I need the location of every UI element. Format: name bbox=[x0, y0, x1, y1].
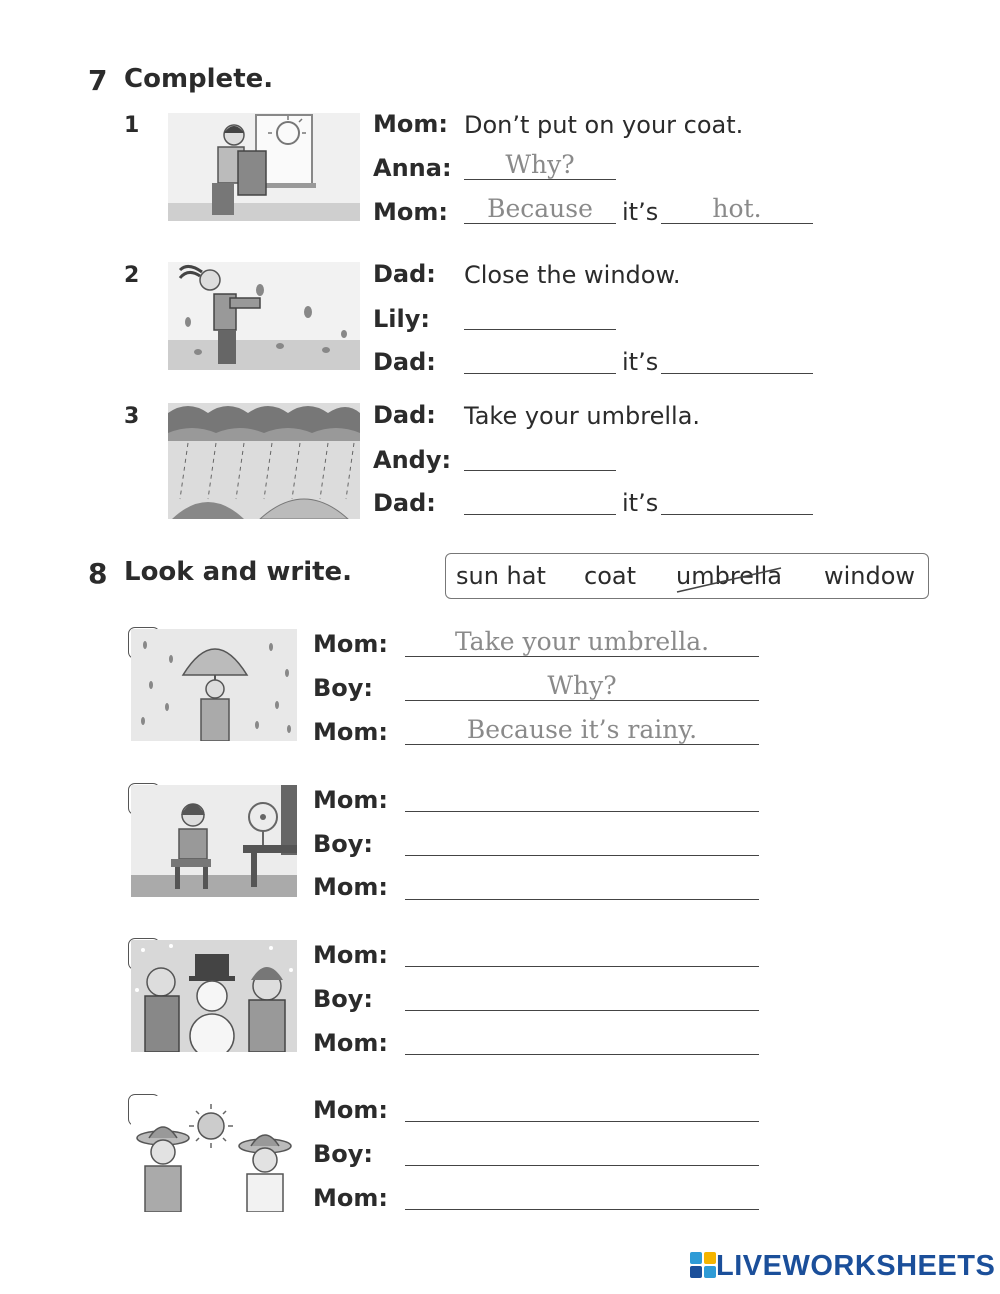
speaker-label: Boy: bbox=[313, 830, 374, 858]
logo-text: LIVEWORKSHEETS bbox=[716, 1250, 996, 1282]
answer-blank[interactable] bbox=[464, 300, 616, 330]
speaker-label: Dad: bbox=[373, 348, 436, 376]
strikethrough-mark bbox=[675, 566, 785, 596]
girl-holding-coat-sunny-window-icon bbox=[168, 113, 360, 221]
speaker-label: Mom: bbox=[373, 198, 448, 226]
answer-line[interactable] bbox=[405, 1025, 759, 1055]
word-bank-item: umbrella bbox=[676, 562, 782, 590]
answer-line[interactable] bbox=[405, 870, 759, 900]
speaker-label: Mom: bbox=[313, 941, 388, 969]
exercise-7-title: Complete. bbox=[124, 64, 274, 94]
answer-blank[interactable] bbox=[464, 344, 616, 374]
dialogue-text: Close the window. bbox=[464, 261, 681, 289]
ex7-item-number: 2 bbox=[124, 263, 140, 288]
speaker-label: Mom: bbox=[313, 786, 388, 814]
answer-blank[interactable]: Why? bbox=[464, 150, 616, 180]
girl-fan-window-icon bbox=[131, 785, 297, 897]
dialogue-text: it’s bbox=[622, 348, 659, 376]
speaker-label: Mom: bbox=[373, 110, 448, 138]
speaker-label: Lily: bbox=[373, 305, 430, 333]
speaker-label: Dad: bbox=[373, 489, 436, 517]
kids-sun-hats-icon bbox=[131, 1096, 297, 1212]
answer-line[interactable]: Because it’s rainy. bbox=[405, 715, 759, 745]
answer-line[interactable] bbox=[405, 782, 759, 812]
exercise-8-number: 8 bbox=[88, 557, 108, 590]
speaker-label: Mom: bbox=[313, 718, 388, 746]
speaker-label: Dad: bbox=[373, 401, 436, 429]
answer-blank[interactable]: Because bbox=[464, 194, 616, 224]
kids-snowman-icon bbox=[131, 940, 297, 1052]
answer-blank[interactable] bbox=[464, 441, 616, 471]
dialogue-text: Don’t put on your coat. bbox=[464, 111, 744, 139]
answer-line[interactable]: Why? bbox=[405, 671, 759, 701]
answer-blank[interactable] bbox=[464, 485, 616, 515]
answer-line[interactable] bbox=[405, 826, 759, 856]
exercise-8-title: Look and write. bbox=[124, 557, 353, 587]
speaker-label: Dad: bbox=[373, 260, 436, 288]
speaker-label: Mom: bbox=[313, 873, 388, 901]
dialogue-text: Take your umbrella. bbox=[464, 402, 701, 430]
answer-line[interactable] bbox=[405, 1092, 759, 1122]
exercise-7-number: 7 bbox=[88, 64, 108, 97]
speaker-label: Boy: bbox=[313, 674, 374, 702]
ex7-item-number: 1 bbox=[124, 113, 140, 138]
dialogue-text: it’s bbox=[622, 489, 659, 517]
speaker-label: Boy: bbox=[313, 1140, 374, 1168]
ex7-item-number: 3 bbox=[124, 404, 140, 429]
answer-line[interactable]: Take your umbrella. bbox=[405, 627, 759, 657]
word-bank-item: window bbox=[824, 562, 916, 590]
word-bank-item: sun hat bbox=[456, 562, 546, 590]
speaker-label: Anna: bbox=[373, 154, 452, 182]
answer-line[interactable] bbox=[405, 981, 759, 1011]
speaker-label: Mom: bbox=[313, 630, 388, 658]
word-bank-item: coat bbox=[584, 562, 636, 590]
girl-in-wind-leaves-icon bbox=[168, 262, 360, 370]
answer-blank[interactable] bbox=[661, 344, 813, 374]
liveworksheets-logo bbox=[690, 1250, 995, 1290]
answer-blank[interactable]: hot. bbox=[661, 194, 813, 224]
answer-line[interactable] bbox=[405, 1180, 759, 1210]
answer-line[interactable] bbox=[405, 937, 759, 967]
answer-blank[interactable] bbox=[661, 485, 813, 515]
speaker-label: Mom: bbox=[313, 1184, 388, 1212]
answer-line[interactable] bbox=[405, 1136, 759, 1166]
logo-grid-icon bbox=[690, 1252, 716, 1278]
speaker-label: Boy: bbox=[313, 985, 374, 1013]
speaker-label: Mom: bbox=[313, 1096, 388, 1124]
child-umbrella-rain-icon bbox=[131, 629, 297, 741]
speaker-label: Andy: bbox=[373, 446, 452, 474]
rain-clouds-umbrellas-icon bbox=[168, 403, 360, 519]
speaker-label: Mom: bbox=[313, 1029, 388, 1057]
dialogue-text: it’s bbox=[622, 198, 659, 226]
